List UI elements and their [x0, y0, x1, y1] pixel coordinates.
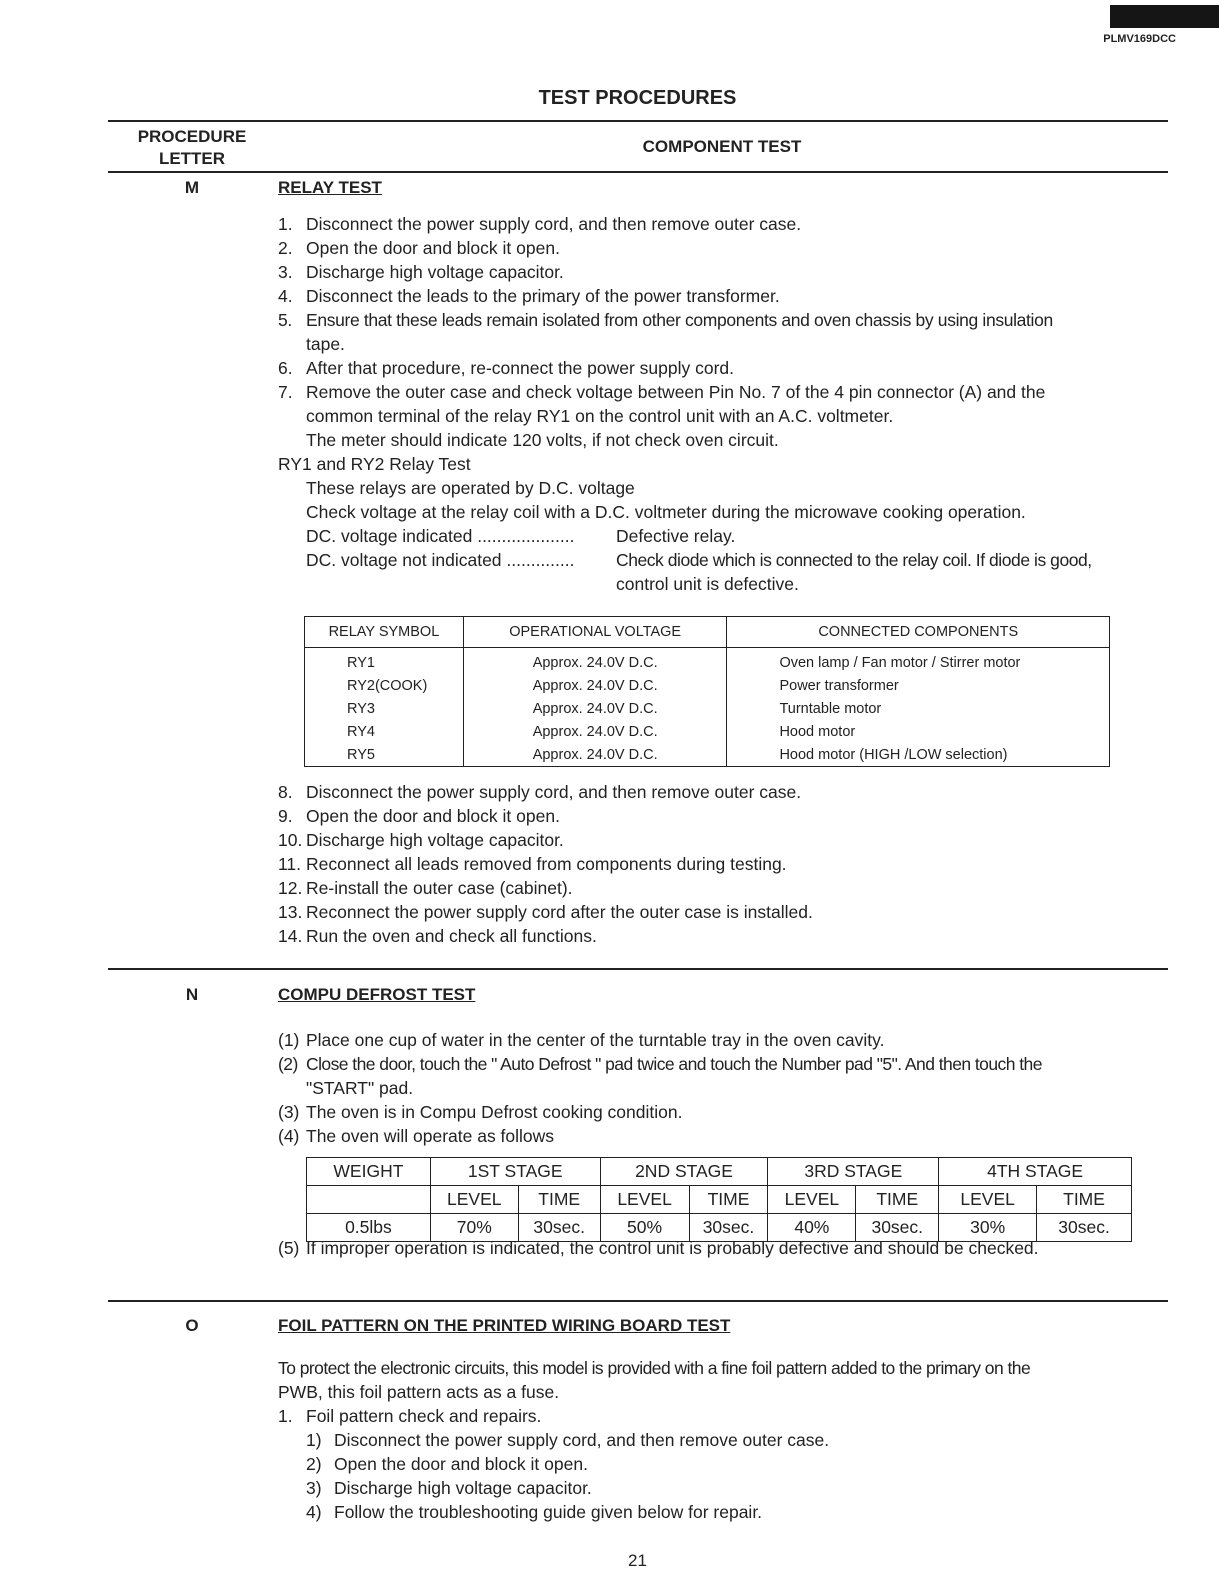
column-header-procedure	[118, 126, 266, 170]
table-row	[305, 648, 1110, 675]
relay-components: Hood motor (HIGH /LOW selection)	[727, 743, 1110, 767]
relay-symbol: RY4	[305, 720, 464, 743]
relay-components: Oven lamp / Fan motor / Stirrer motor	[727, 648, 1110, 675]
step-1	[278, 212, 1168, 236]
relay-test-line1: These relays are operated by D.C. voltage	[306, 478, 635, 498]
step-text: Remove the outer case and check voltage between Pin No. 7 of the 4 pin connector (A) and the	[306, 382, 1046, 402]
column-header-component: COMPONENT TEST	[642, 137, 802, 156]
dc-not-indicated-result: Check diode which is connected to the relay coil. If diode is good,	[616, 550, 1092, 570]
step-text: Reconnect all leads removed from components during testing.	[306, 854, 787, 874]
header-3rd-stage: 3RD STAGE	[768, 1158, 939, 1186]
step-number: (4)	[278, 1126, 300, 1146]
subheader-level: LEVEL	[939, 1186, 1037, 1214]
subheader-level: LEVEL	[768, 1186, 856, 1214]
step-text: Open the door and block it open.	[306, 238, 560, 258]
substep-text: Discharge high voltage capacitor.	[334, 1478, 592, 1498]
step-5-continued: tape.	[306, 334, 345, 354]
table-row	[305, 697, 1110, 720]
step-number: (3)	[278, 1102, 300, 1122]
step-text: Reconnect the power supply cord after the outer case is installed.	[306, 902, 813, 922]
defrost-step-5	[278, 1236, 1168, 1260]
step-11	[278, 852, 1168, 876]
dc-indicated-label: DC. voltage indicated ....................	[306, 526, 575, 546]
step-text: Re-install the outer case (cabinet).	[306, 878, 573, 898]
defrost-table	[306, 1157, 1132, 1242]
table-row	[305, 743, 1110, 767]
time-value: 30sec.	[518, 1214, 600, 1242]
step-text: Disconnect the leads to the primary of the power transformer.	[306, 286, 780, 306]
page-title: TEST PROCEDURES	[538, 87, 737, 109]
substep-number: 2)	[306, 1454, 322, 1474]
step-number: 13.	[278, 902, 303, 922]
relay-test-line2: Check voltage at the relay coil with a D.C. voltmeter during the microwave cooking operation.	[306, 502, 1026, 522]
defrost-step-2	[278, 1052, 1168, 1076]
relay-header-components: CONNECTED COMPONENTS	[727, 617, 1110, 648]
step-text: Place one cup of water in the center of the turntable tray in the oven cavity.	[306, 1030, 885, 1050]
table-row	[305, 674, 1110, 697]
header-2nd-stage: 2ND STAGE	[600, 1158, 768, 1186]
relay-header-symbol: RELAY SYMBOL	[305, 617, 464, 648]
step-7	[278, 380, 1168, 404]
step-text: Run the oven and check all functions.	[306, 926, 597, 946]
step-text: The oven is in Compu Defrost cooking condition.	[306, 1102, 683, 1122]
empty-cell	[307, 1186, 431, 1214]
relay-header-voltage: OPERATIONAL VOLTAGE	[463, 617, 727, 648]
relay-components: Turntable motor	[727, 697, 1110, 720]
step-number: 1.	[278, 1406, 293, 1426]
substep-text: Open the door and block it open.	[334, 1454, 588, 1474]
step-number: 8.	[278, 782, 293, 802]
relay-components: Power transformer	[727, 674, 1110, 697]
subheader-level: LEVEL	[600, 1186, 689, 1214]
step-text: Open the door and block it open.	[306, 806, 560, 826]
step-number: 6.	[278, 358, 293, 378]
step-text: Close the door, touch the " Auto Defrost " pad twice and touch the Number pad "5". And then touch the	[306, 1054, 1042, 1074]
rule-section-n	[108, 968, 1168, 970]
step-7-continued: common terminal of the relay RY1 on the control unit with an A.C. voltmeter.	[306, 406, 894, 426]
section-letter-n: N	[185, 985, 199, 1004]
page-number: 21	[628, 1551, 647, 1570]
relay-voltage: Approx. 24.0V D.C.	[463, 648, 727, 675]
subheader-time: TIME	[518, 1186, 600, 1214]
step-12	[278, 876, 1168, 900]
substep-text: Follow the troubleshooting guide given below for repair.	[334, 1502, 763, 1522]
time-value: 30sec.	[689, 1214, 768, 1242]
step-14	[278, 924, 1168, 948]
defrost-step-4	[278, 1124, 1168, 1148]
section-letter-o: O	[185, 1316, 199, 1335]
dc-not-indicated-result-2: control unit is defective.	[616, 574, 799, 594]
step-number: 7.	[278, 382, 293, 402]
step-number: 11.	[278, 854, 302, 874]
step-text: Discharge high voltage capacitor.	[306, 262, 564, 282]
level-value: 30%	[939, 1214, 1037, 1242]
header-black-bar	[1110, 5, 1219, 28]
defrost-step-1	[278, 1028, 1168, 1052]
step-3	[278, 260, 1168, 284]
subheader-time: TIME	[856, 1186, 939, 1214]
step-8	[278, 780, 1168, 804]
foil-intro-line2: PWB, this foil pattern acts as a fuse.	[278, 1382, 560, 1402]
subheader-time: TIME	[689, 1186, 768, 1214]
section-title-compu-defrost: COMPU DEFROST TEST	[278, 985, 476, 1004]
rule-header-bottom	[108, 171, 1168, 173]
relay-symbol: RY1	[305, 648, 464, 675]
table-row	[307, 1186, 1132, 1214]
step-2	[278, 236, 1168, 260]
step-number: 4.	[278, 286, 293, 306]
rule-top	[108, 120, 1168, 122]
relay-symbol: RY2(COOK)	[305, 674, 464, 697]
step-number: 14.	[278, 926, 303, 946]
step-number: 9.	[278, 806, 293, 826]
subheader-level: LEVEL	[430, 1186, 518, 1214]
step-6	[278, 356, 1168, 380]
relay-table	[304, 616, 1110, 767]
relay-test-heading: RY1 and RY2 Relay Test	[278, 454, 471, 474]
relay-table-header	[305, 617, 1110, 648]
header-1st-stage: 1ST STAGE	[430, 1158, 600, 1186]
step-text: After that procedure, re-connect the power supply cord.	[306, 358, 735, 378]
level-value: 50%	[600, 1214, 689, 1242]
step-13	[278, 900, 1168, 924]
dc-indicated-result: Defective relay.	[616, 526, 736, 546]
step-text: Disconnect the power supply cord, and then remove outer case.	[306, 782, 802, 802]
foil-substep-2	[278, 1452, 1196, 1476]
header-weight: WEIGHT	[307, 1158, 431, 1186]
level-value: 70%	[430, 1214, 518, 1242]
step-text: If improper operation is indicated, the control unit is probably defective and should be checked.	[306, 1238, 1039, 1258]
step-text: Foil pattern check and repairs.	[306, 1406, 542, 1426]
step-number: 2.	[278, 238, 293, 258]
defrost-step-3	[278, 1100, 1168, 1124]
substep-number: 4)	[306, 1502, 322, 1522]
procedure-header-line1: PROCEDURE	[137, 127, 247, 146]
step-10	[278, 828, 1168, 852]
relay-voltage: Approx. 24.0V D.C.	[463, 674, 727, 697]
section-letter-m: M	[184, 178, 200, 197]
subheader-time: TIME	[1037, 1186, 1132, 1214]
defrost-step-2-continued: "START" pad.	[306, 1078, 414, 1098]
weight-value: 0.5lbs	[307, 1214, 431, 1242]
dc-not-indicated-label: DC. voltage not indicated ..............	[306, 550, 575, 570]
step-7-continued-2: The meter should indicate 120 volts, if not check oven circuit.	[306, 430, 779, 450]
step-number: 3.	[278, 262, 293, 282]
step-number: 10.	[278, 830, 303, 850]
foil-substep-1	[278, 1428, 1196, 1452]
step-text: Ensure that these leads remain isolated from other components and oven chassis by using insulation	[306, 310, 1053, 330]
rule-section-o	[108, 1300, 1168, 1302]
step-text: Discharge high voltage capacitor.	[306, 830, 564, 850]
time-value: 30sec.	[1037, 1214, 1132, 1242]
relay-voltage: Approx. 24.0V D.C.	[463, 697, 727, 720]
relay-symbol: RY5	[305, 743, 464, 767]
step-9	[278, 804, 1168, 828]
step-number: (5)	[278, 1238, 300, 1258]
substep-number: 1)	[306, 1430, 322, 1450]
section-title-relay-test: RELAY TEST	[278, 178, 382, 197]
table-row	[305, 720, 1110, 743]
substep-text: Disconnect the power supply cord, and then remove outer case.	[334, 1430, 830, 1450]
foil-substep-3	[278, 1476, 1196, 1500]
procedure-header-line2: LETTER	[158, 149, 226, 168]
foil-substep-4	[278, 1500, 1196, 1524]
step-number: (2)	[278, 1054, 298, 1074]
step-text: The oven will operate as follows	[306, 1126, 555, 1146]
step-number: (1)	[278, 1030, 300, 1050]
section-title-foil-pattern: FOIL PATTERN ON THE PRINTED WIRING BOARD TEST	[278, 1316, 731, 1335]
foil-step-1	[278, 1404, 1168, 1428]
relay-voltage: Approx. 24.0V D.C.	[463, 743, 727, 767]
relay-voltage: Approx. 24.0V D.C.	[463, 720, 727, 743]
foil-intro-line1: To protect the electronic circuits, this model is provided with a fine foil pattern added to the primary on the	[278, 1358, 1031, 1378]
step-number: 12.	[278, 878, 303, 898]
level-value: 40%	[768, 1214, 856, 1242]
step-4	[278, 284, 1168, 308]
time-value: 30sec.	[856, 1214, 939, 1242]
step-5	[278, 308, 1168, 332]
relay-components: Hood motor	[727, 720, 1110, 743]
table-row	[307, 1158, 1132, 1186]
step-text: Disconnect the power supply cord, and then remove outer case.	[306, 214, 802, 234]
substep-number: 3)	[306, 1478, 322, 1498]
model-number: PLMV169DCC	[1103, 33, 1176, 45]
relay-symbol: RY3	[305, 697, 464, 720]
step-number: 1.	[278, 214, 293, 234]
step-number: 5.	[278, 310, 292, 330]
header-4th-stage: 4TH STAGE	[939, 1158, 1132, 1186]
